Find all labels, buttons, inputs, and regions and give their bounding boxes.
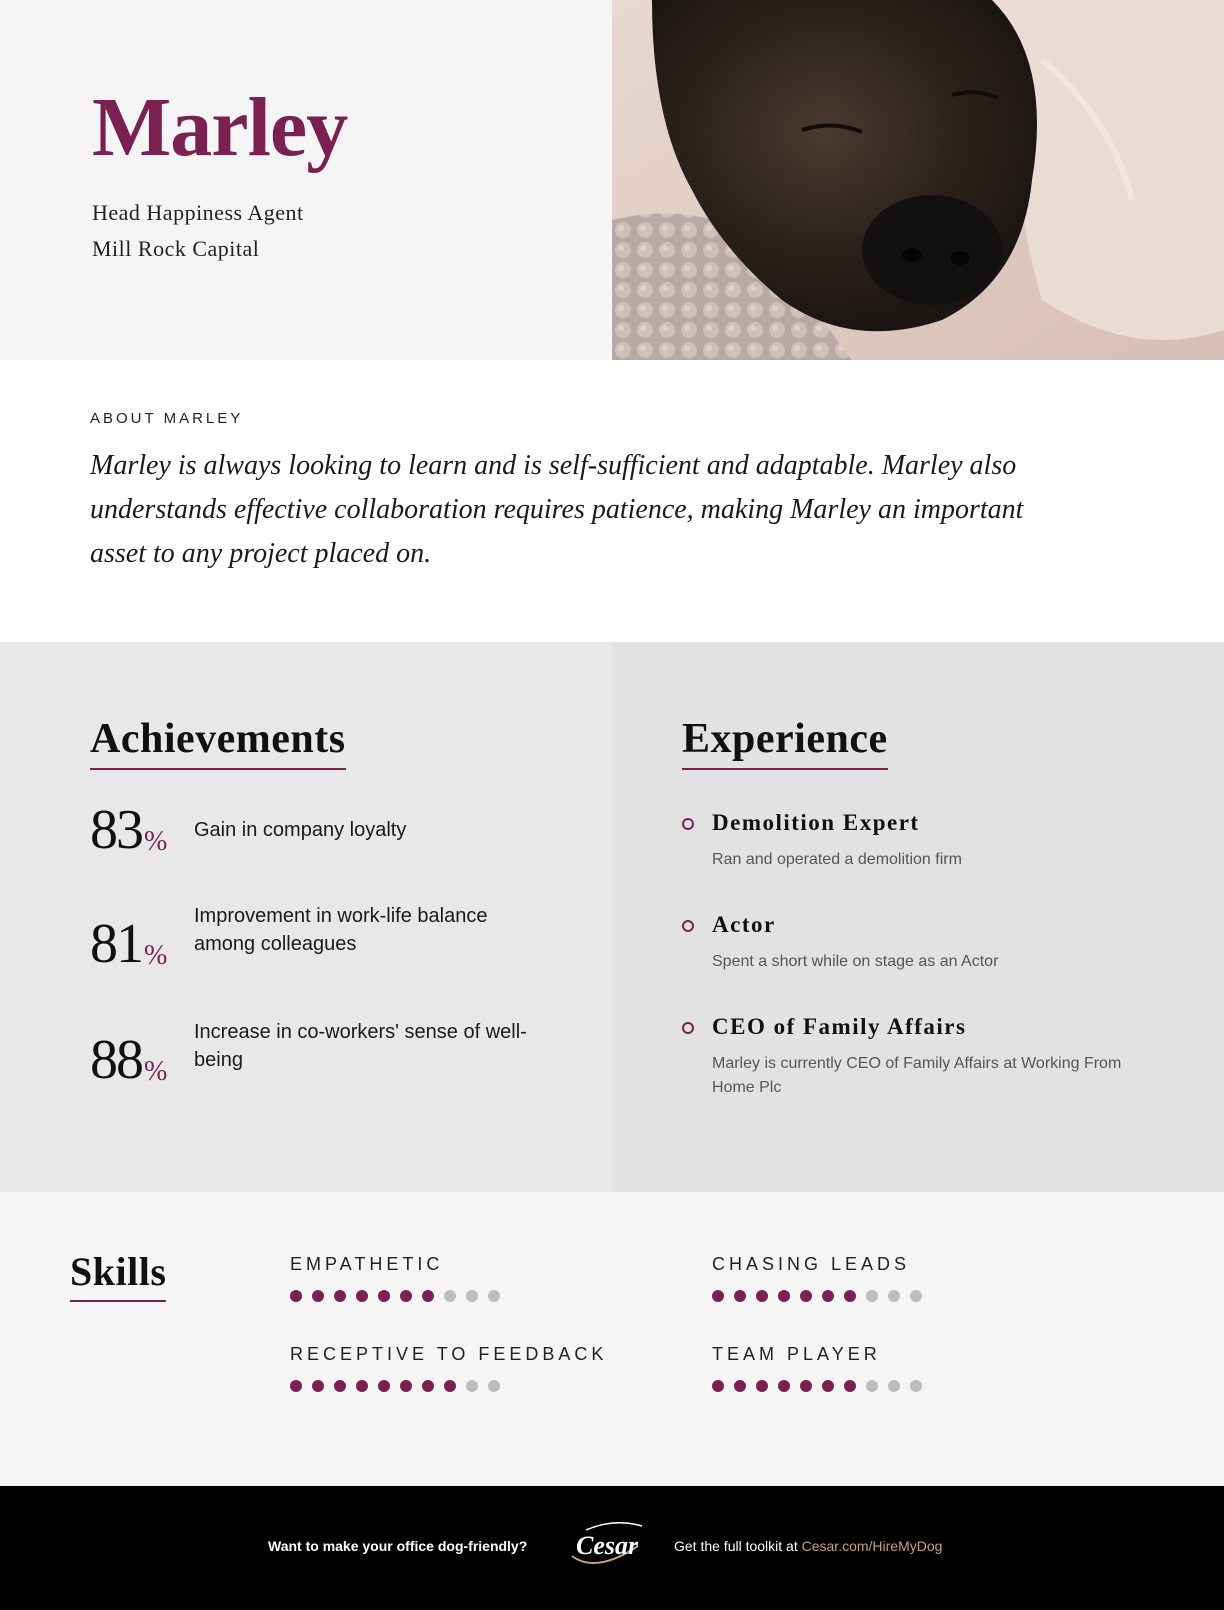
rating-dot-empty xyxy=(466,1380,478,1392)
about-label: ABOUT MARLEY xyxy=(90,410,244,427)
rating-dot-filled xyxy=(356,1290,368,1302)
rating-dot-filled xyxy=(334,1380,346,1392)
achievement-unit: % xyxy=(144,826,168,857)
rating-dot-filled xyxy=(312,1380,324,1392)
rating-dot-empty xyxy=(888,1380,900,1392)
skill-label: EMPATHETIC xyxy=(290,1254,444,1274)
rating-dot-filled xyxy=(422,1380,434,1392)
rating-dot-empty xyxy=(866,1290,878,1302)
rating-dot-filled xyxy=(734,1380,746,1392)
skill-item xyxy=(712,1344,1092,1404)
profile-company: Mill Rock Capital xyxy=(92,236,260,261)
skills-title: Skills xyxy=(70,1252,166,1302)
achievement-description: Improvement in work-life balance among colleagues xyxy=(194,905,488,955)
rating-dot-filled xyxy=(290,1380,302,1392)
skill-label: CHASING LEADS xyxy=(712,1254,911,1274)
rating-dot-empty xyxy=(910,1290,922,1302)
achievement-number: 83 xyxy=(90,799,142,861)
skill-label: RECEPTIVE TO FEEDBACK xyxy=(290,1344,608,1364)
rating-dot-empty xyxy=(866,1380,878,1392)
rating-dot-filled xyxy=(712,1380,724,1392)
rating-dot-filled xyxy=(822,1290,834,1302)
skill-label: TEAM PLAYER xyxy=(712,1344,881,1364)
toolkit-prefix: Get the full toolkit at xyxy=(674,1538,802,1554)
achievement-item xyxy=(90,799,570,872)
skill-item xyxy=(712,1254,1092,1314)
footer xyxy=(0,1486,1224,1610)
profile-name: Marley xyxy=(92,81,348,174)
experience-role: Demolition Expert xyxy=(712,810,920,835)
about-section xyxy=(0,360,1224,642)
achievement-description: Gain in company loyalty xyxy=(194,819,407,841)
skill-item xyxy=(290,1344,670,1404)
skill-item xyxy=(290,1254,670,1314)
experience-title: Experience xyxy=(682,718,888,770)
rating-dot-filled xyxy=(312,1290,324,1302)
achievement-unit: % xyxy=(144,940,168,971)
rating-dot-filled xyxy=(844,1290,856,1302)
footer-cta: Want to make your office dog-friendly? xyxy=(268,1538,528,1554)
rating-dot-filled xyxy=(734,1290,746,1302)
rating-dot-empty xyxy=(488,1380,500,1392)
achievement-number: 88 xyxy=(90,1029,142,1091)
achievements-experience-section xyxy=(0,642,1224,1192)
achievement-unit: % xyxy=(144,1056,168,1087)
rating-dot-empty xyxy=(910,1380,922,1392)
rating-dot-filled xyxy=(778,1290,790,1302)
rating-dot-filled xyxy=(378,1380,390,1392)
achievements-title: Achievements xyxy=(90,718,346,770)
circle-bullet-icon xyxy=(682,1022,694,1034)
achievement-number: 81 xyxy=(90,913,142,975)
experience-description: Spent a short while on stage as an Actor xyxy=(712,953,999,970)
rating-dot-filled xyxy=(400,1380,412,1392)
experience-description: Marley is currently CEO of Family Affairs at Working From Home Plc xyxy=(712,1055,1122,1096)
rating-dot-empty xyxy=(444,1290,456,1302)
rating-dot-filled xyxy=(422,1290,434,1302)
rating-dot-filled xyxy=(356,1380,368,1392)
footer-toolkit xyxy=(674,1538,942,1554)
rating-dot-empty xyxy=(466,1290,478,1302)
about-text: Marley is always looking to learn and is self-sufficient and adaptable. Marley also understands effective collaboration requires patience, making Marley an important asset to any project placed on. xyxy=(90,450,1024,569)
rating-dot-empty xyxy=(888,1290,900,1302)
skills-section xyxy=(0,1192,1224,1486)
skill-rating xyxy=(712,1290,922,1304)
rating-dot-filled xyxy=(756,1380,768,1392)
rating-dot-filled xyxy=(400,1290,412,1302)
circle-bullet-icon xyxy=(682,920,694,932)
skill-rating xyxy=(290,1290,500,1304)
dog-photo xyxy=(612,0,1224,360)
toolkit-link[interactable]: Cesar.com/HireMyDog xyxy=(801,1538,943,1554)
skill-rating xyxy=(290,1380,500,1394)
rating-dot-filled xyxy=(444,1380,456,1392)
rating-dot-filled xyxy=(822,1380,834,1392)
achievements-panel xyxy=(0,642,612,1192)
rating-dot-filled xyxy=(378,1290,390,1302)
profile-role: Head Happiness Agent xyxy=(92,200,304,225)
achievement-item xyxy=(90,1021,570,1102)
circle-bullet-icon xyxy=(682,818,694,830)
logo-wordmark: Cesar xyxy=(576,1531,639,1560)
achievement-item xyxy=(90,905,570,986)
hero-section xyxy=(0,0,1224,360)
rating-dot-filled xyxy=(800,1290,812,1302)
rating-dot-filled xyxy=(712,1290,724,1302)
experience-description: Ran and operated a demolition firm xyxy=(712,851,962,868)
experience-role: CEO of Family Affairs xyxy=(712,1014,967,1039)
achievement-description: Increase in co-workers' sense of well-being xyxy=(194,1021,527,1071)
rating-dot-filled xyxy=(756,1290,768,1302)
rating-dot-empty xyxy=(488,1290,500,1302)
rating-dot-filled xyxy=(334,1290,346,1302)
rating-dot-filled xyxy=(290,1290,302,1302)
hero-text-panel xyxy=(0,0,612,360)
rating-dot-filled xyxy=(844,1380,856,1392)
experience-role: Actor xyxy=(712,912,776,937)
skill-rating xyxy=(712,1380,922,1394)
rating-dot-filled xyxy=(800,1380,812,1392)
cesar-logo[interactable] xyxy=(566,1516,648,1572)
rating-dot-filled xyxy=(778,1380,790,1392)
experience-panel xyxy=(612,642,1224,1192)
